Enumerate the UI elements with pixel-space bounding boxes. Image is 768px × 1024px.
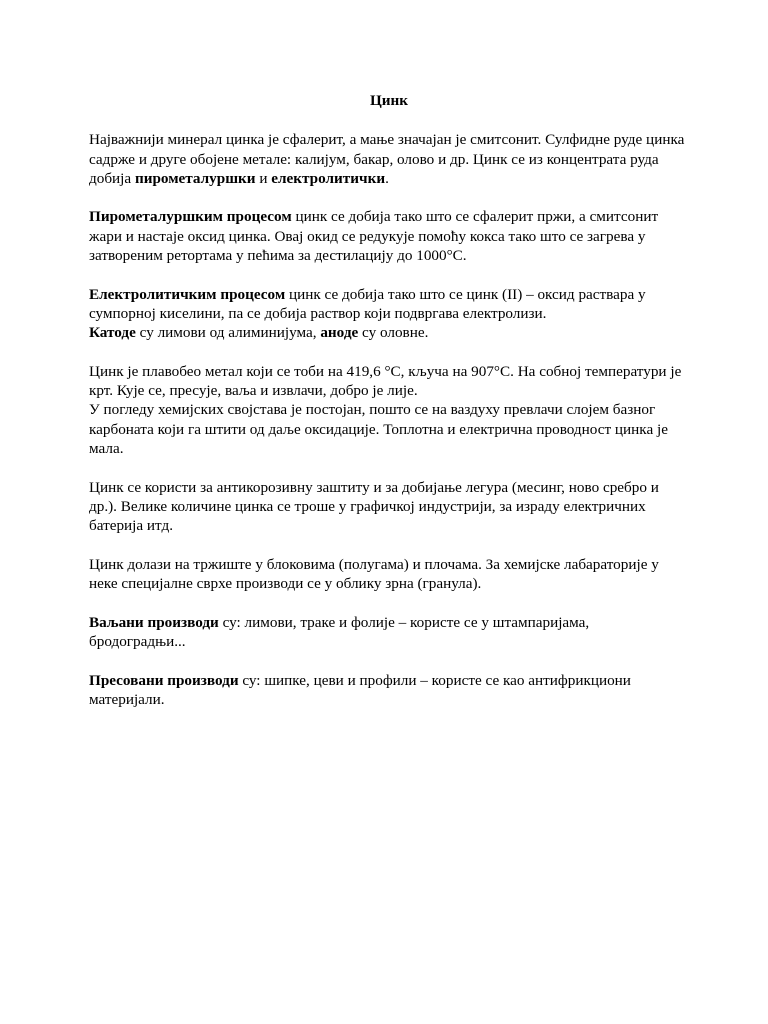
paragraph-intro xyxy=(89,130,689,188)
paragraph-gap xyxy=(89,188,689,207)
document-title: Цинк xyxy=(369,92,409,109)
paragraph-pressed-products xyxy=(89,671,689,710)
paragraph-gap xyxy=(89,458,689,477)
intro-and: и xyxy=(255,169,272,187)
term-pressed-products: Пресовани производи xyxy=(89,671,239,689)
paragraph-gap xyxy=(89,265,689,284)
paragraph-chemical-properties: У погледу хемијских својстава је постојан, пошто се на ваздуху превлачи слојем базног карбоната који га штити од даље оксидације. Топлотна и електрична проводност цинка је мала. xyxy=(89,401,668,458)
document-body xyxy=(89,91,689,709)
pyro-text: цинк се добија тако што се сфалерит пржи, а смитсонит жари и настаје оксид цинка. Овај окид се редукује помоћу кокса тако што се загрева у затвореним ретортама у пећима за дестилацију до 1000°С. xyxy=(89,208,659,265)
paragraph-gap xyxy=(89,343,689,362)
paragraph-gap xyxy=(89,593,689,612)
intro-text: Најважнији минерал цинка је сфалерит, а мање значајан је смитсонит. Сулфидне руде цинка садрже и друге обојене метале: калијум, бакар, олово и др. Цинк се из концентрата руда добија xyxy=(89,131,685,187)
paragraph-market: Цинк долази на тржиште у блоковима (полугама) и плочама. За хемијске лабараторије у неке специјалне сврхе производи се у облику зрна (гранула). xyxy=(89,555,659,593)
cathode-text: су лимови од алиминијума, xyxy=(135,324,321,342)
term-electrolytic-process: Електролитичким процесом xyxy=(89,285,286,303)
intro-end: . xyxy=(385,169,389,187)
term-cathodes: Катоде xyxy=(89,324,136,342)
term-pyrometallurgical: пирометалуршки xyxy=(134,169,256,187)
paragraph-rolled-products xyxy=(89,613,689,652)
electro-text: цинк се добија тако што се цинк (II) – оксид раствара у сумпорној киселини, па се добија раствор који подвргава електролизи. xyxy=(89,285,646,322)
rolled-text: су: лимови, траке и фолије – користе се у штампаријама, бродоградњи... xyxy=(89,613,590,651)
paragraph-uses: Цинк се користи за антикорозивну заштиту и за добијање легура (месинг, ново сребро и др.). Велике количине цинка се троше у графичкој индустрији, за израду електричних батерија итд. xyxy=(89,478,659,535)
paragraph-gap xyxy=(89,536,689,555)
paragraph-properties: Цинк је плавобео метал који се тоби на 419,6 °С, кључа на 907°С. На собној температури је крт. Кује се, пресује, ваља и извлачи, добро је лије. xyxy=(89,362,682,400)
term-electrolytic: електролитички xyxy=(271,169,386,187)
pressed-text: су: шипке, цеви и профили – користе се као антифрикциони материјали. xyxy=(89,671,631,708)
paragraph-pyrometallurgical-process xyxy=(89,207,689,265)
term-pyrometallurgical-process: Пирометалуршким процесом xyxy=(89,208,292,226)
term-rolled-products: Ваљани производи xyxy=(89,613,219,631)
paragraph-electrolytic-process xyxy=(89,285,689,324)
paragraph-gap xyxy=(89,651,689,670)
term-anodes: аноде xyxy=(320,324,359,342)
paragraph-electrodes xyxy=(89,323,689,342)
anode-text: су оловне. xyxy=(358,324,429,342)
